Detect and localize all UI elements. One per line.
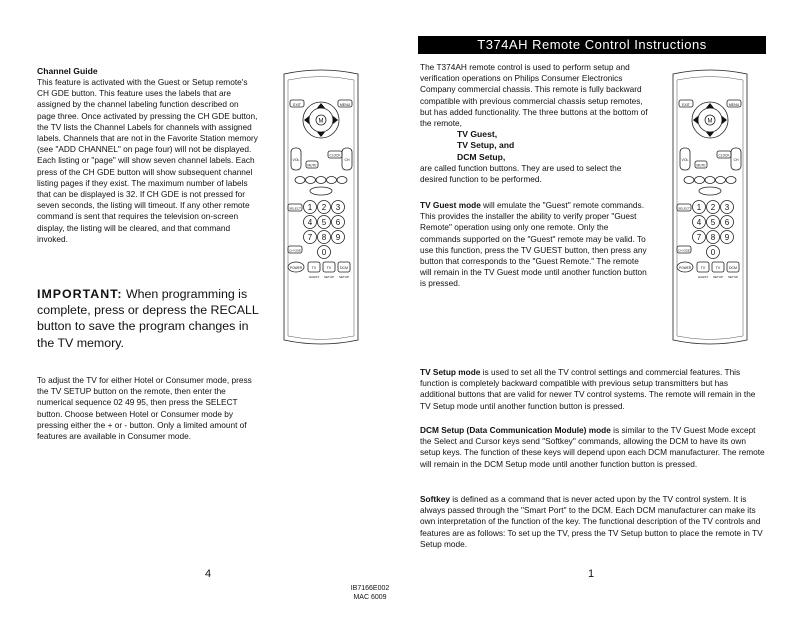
color-key-4 (716, 177, 726, 184)
dpad-right-icon (333, 116, 338, 124)
tv-setup-label: TV (326, 266, 332, 270)
exit-label: EXIT (293, 103, 301, 107)
dcm-setup-label: DCM (729, 266, 737, 270)
digit-label-5: 5 (710, 218, 716, 227)
color-key-5 (726, 177, 736, 184)
dcm-mode-section (420, 425, 765, 470)
footer-mac-code: MAC 6009 (353, 594, 387, 601)
intro-text: The T374AH remote control is used to perform setup and verification operations on Philips Consumer Electronics Company commercial chassis. This remote is fully backward compatible with previous commercial chassis setup remotes, but has added functionality. The three buttons at the bottom of the remote, (420, 62, 648, 129)
digit-label-3: 3 (724, 203, 730, 212)
tv-setup-caption: SETUP (323, 275, 335, 279)
important-text: When programming is complete, press or depress the RECALL button to save the program changes in the TV memory. (37, 287, 259, 350)
clock-label: CLOCK (329, 153, 341, 158)
digit-label-9: 9 (335, 233, 341, 242)
dpad-up-icon (706, 103, 714, 108)
footer-doc-code: IB7166E002 (350, 585, 390, 592)
remote-illustration-left (278, 68, 364, 348)
setup-mode-text: is used to set all the TV control settings and commercial features. This function is completely backward compatible with previous setup transmitters but has additional buttons that are valid for newer TV control systems. The remote will remain in the TV Setup mode until another function button is pressed. (420, 367, 756, 411)
mute-label: MUTE (696, 163, 706, 168)
setup-mode-title: TV Setup mode (420, 367, 481, 377)
dcm-mode-title: DCM Setup (Data Communication Module) mode (420, 425, 611, 435)
digit-label-8: 8 (321, 233, 327, 242)
dpad-down-icon (317, 132, 325, 137)
dcm-setup-caption: SETUP (727, 275, 739, 279)
dcm-mode-text: is similar to the TV Guest Mode except the Select and Cursor keys send "Softkey" commands, allowing the DCM to have its own setup keys. The function of these keys will depend upon each DCM manufacturer. The remote will remain in the DCM Setup mode until another function button is pressed. (420, 425, 765, 469)
center-m-label: M (707, 118, 713, 125)
dcm-setup-label: DCM (340, 266, 348, 270)
func-button-tv-setup: TV Setup, and (457, 140, 515, 151)
softkey-text: is defined as a command that is never acted upon by the TV control system. It is always passed through the "Smart Port" to the DCM. Each DCM manufacturer can make its own interpretation of the function of the key. The functional description of the TV controls and features are as follows: To set up the TV, press the TV Setup button to place the remote in TV Setup mode. (420, 494, 763, 549)
digit-label-6: 6 (724, 218, 730, 227)
page-number-left: 4 (205, 568, 212, 580)
menu-label: MENU (339, 103, 351, 107)
power-label: POWER (289, 266, 303, 270)
color-key-4 (327, 177, 337, 184)
tv-guest-label: TV (311, 266, 317, 270)
func-button-dcm-setup: DCM Setup, (457, 151, 506, 162)
clock-label: CLOCK (718, 153, 730, 158)
digit-label-4: 4 (307, 218, 313, 227)
color-key-3 (705, 177, 715, 184)
color-key-2 (695, 177, 705, 184)
dpad-left-icon (304, 116, 309, 124)
dpad-down-icon (706, 132, 714, 137)
menu-label: MENU (728, 103, 740, 107)
tv-guest-caption: GUEST (308, 275, 320, 279)
digit-label-9: 9 (724, 233, 730, 242)
important-note (37, 286, 259, 351)
softkey-section (420, 494, 765, 550)
digit-label-0: 0 (321, 248, 327, 257)
ch-label: CH (344, 158, 350, 162)
ch-gde-label: CH GDE (678, 248, 690, 253)
hotel-mode-section (37, 375, 259, 442)
func-after-text: are called function buttons. They are used to select the desired function to be performed. (420, 162, 622, 185)
digit-label-8: 8 (710, 233, 716, 242)
dpad-left-icon (693, 116, 698, 124)
digit-label-4: 4 (696, 218, 702, 227)
ch-label: CH (733, 158, 739, 162)
exit-label: EXIT (682, 103, 690, 107)
guest-mode-text: will emulate the "Guest" remote commands. This provides the installer the ability to verify proper "Guest Remote" operation using only one remote. Only the commands supported on the "Guest" remote may be valid. To use this function, press the TV GUEST button, then press any button that corresponds to the "Guest Remote." The remote will remain in the TV Guest mode until another function button is pressed. (420, 200, 647, 289)
intro-section (420, 62, 648, 185)
center-m-label: M (318, 118, 324, 125)
setup-mode-section (420, 367, 765, 412)
hotel-mode-text: To adjust the TV for either Hotel or Consumer mode, press the TV SETUP button on the remote, then enter the numerical sequence 02 49 95, then press the SELECT button. Choose between Hotel or Consumer mode by pressing either the + or - button. Only a limited amount of features are available in Consumer mode. (37, 375, 252, 442)
page-number-right: 1 (588, 568, 595, 580)
banner-title: T374AH Remote Control Instructions (418, 36, 766, 54)
mute-label: MUTE (307, 163, 317, 168)
softkey-title: Softkey (420, 494, 450, 504)
document-footer (340, 584, 400, 602)
tv-setup-caption: SETUP (712, 275, 724, 279)
digit-label-7: 7 (307, 233, 313, 242)
digit-label-2: 2 (710, 203, 716, 212)
tv-guest-label: TV (700, 266, 706, 270)
vol-label: VOL (681, 158, 689, 162)
remote-illustration-right (667, 68, 753, 348)
pip-button (699, 187, 721, 195)
digit-label-7: 7 (696, 233, 702, 242)
power-label: POWER (678, 266, 692, 270)
ch-gde-label: CH GDE (289, 248, 301, 253)
important-label: IMPORTANT: (37, 287, 123, 301)
digit-label-1: 1 (307, 203, 313, 212)
tv-setup-label: TV (715, 266, 721, 270)
color-key-2 (306, 177, 316, 184)
dpad-right-icon (722, 116, 727, 124)
digit-label-3: 3 (335, 203, 341, 212)
select-label: SELECT (678, 206, 690, 211)
channel-guide-text: This feature is activated with the Guest or Setup remote's CH GDE button. This feature uses the labels that are assigned by the channel labeling function described on page three. Once activated by pressing the CH GDE button, the TV lists the Channel Labels for channels with assigned labels. Channels that are not in the Favorite Station memory (see "ADD CHANNEL" on page four) will not be displayed. Each listing or "page" will show seven channel labels. Each press of the CH GDE button will show subsequent channel listing pages if they exist. The maximum number of labels that can be displayed is 32. If CH GDE is not pressed for seven seconds, the listing will timeout. If any other remote command is sent that requires the television on-screen display, the listing will be cleared, and that command invoked. (37, 77, 258, 244)
color-key-3 (316, 177, 326, 184)
tv-guest-caption: GUEST (697, 275, 709, 279)
guest-mode-title: TV Guest mode (420, 200, 481, 210)
channel-guide-title: Channel Guide (37, 66, 98, 76)
select-label: SELECT (289, 206, 301, 211)
func-button-tv-guest: TV Guest, (457, 129, 498, 140)
digit-label-1: 1 (696, 203, 702, 212)
color-key-1 (295, 177, 305, 184)
pip-button (310, 187, 332, 195)
digit-label-2: 2 (321, 203, 327, 212)
digit-label-6: 6 (335, 218, 341, 227)
color-key-5 (337, 177, 347, 184)
digit-label-5: 5 (321, 218, 327, 227)
channel-guide-section (37, 66, 259, 245)
vol-label: VOL (292, 158, 300, 162)
dpad-up-icon (317, 103, 325, 108)
digit-label-0: 0 (710, 248, 716, 257)
dcm-setup-caption: SETUP (338, 275, 350, 279)
guest-mode-section (420, 200, 648, 290)
color-key-1 (684, 177, 694, 184)
